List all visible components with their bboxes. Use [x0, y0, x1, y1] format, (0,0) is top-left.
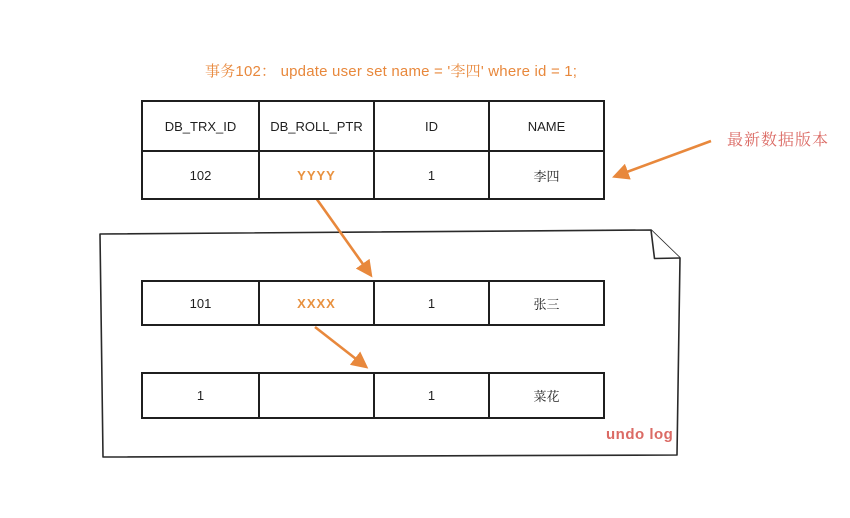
- undo1-name: 张三: [488, 282, 603, 324]
- column-header-db-trx-id: DB_TRX_ID: [143, 102, 258, 152]
- undo-version-row-1: [141, 372, 605, 419]
- transaction-sql-title: 事务102： update user set name = '李四' where id = 1;: [205, 63, 578, 80]
- current-row-name: 李四: [488, 152, 603, 198]
- undo-log-container: [100, 230, 680, 457]
- undo1-trx-id: 101: [189, 295, 212, 311]
- current-row-roll-ptr: YYYY: [258, 152, 373, 198]
- page-fold-icon: [651, 230, 680, 259]
- undo1-id: 1: [373, 282, 488, 324]
- undo2-id: 1: [373, 374, 488, 417]
- undo-version-row-101: [141, 280, 605, 326]
- column-header-name: NAME: [488, 102, 603, 152]
- column-header-id: ID: [373, 102, 488, 152]
- undo2-name: 菜花: [488, 374, 603, 417]
- current-row-id: 1: [373, 152, 488, 198]
- undo2-trx-id: 1: [196, 388, 205, 403]
- current-row-trx-id: 102: [189, 167, 212, 183]
- undo2-roll-ptr: [258, 374, 373, 417]
- latest-version-arrow-icon: [616, 141, 711, 176]
- latest-data-version-label: 最新数据版本: [727, 132, 830, 149]
- undo1-roll-ptr: XXXX: [258, 282, 373, 324]
- column-header-db-roll-ptr: DB_ROLL_PTR: [258, 102, 373, 152]
- current-version-table: [141, 100, 605, 200]
- undo-log-label: undo log: [606, 426, 674, 443]
